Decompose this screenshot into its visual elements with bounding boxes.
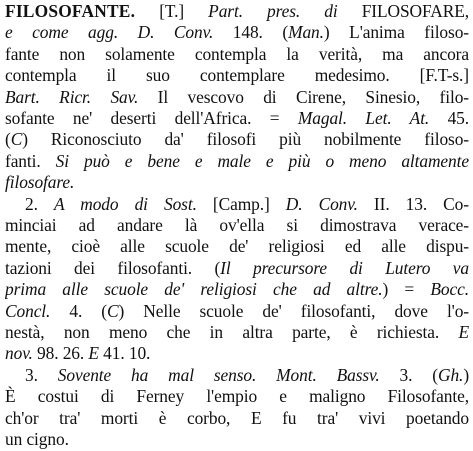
body-text: 2. [25, 193, 54, 214]
body-text: minciai ad andare là ov'ella si dimostrava verace- [5, 215, 469, 235]
italic-text: C [107, 300, 119, 321]
italic-text: E [458, 322, 469, 342]
body-text: fanti. [5, 150, 56, 171]
italic-text: Il precursore di Lutero va [220, 257, 469, 278]
entry-line [5, 86, 469, 109]
body-text: fante non solamente contempla la verità, ma ancora [5, 43, 469, 64]
entry-line [5, 107, 469, 130]
entry-line [5, 385, 469, 408]
body-text: [T.] [135, 1, 209, 21]
entry-line [5, 21, 469, 44]
body-text: Il vescovo di Cirene, Sinesio, filo- [138, 86, 469, 107]
italic-text: Part. pres. [208, 1, 301, 21]
italic-text: prima alle scuole de' religiosi che ad altre. [5, 279, 383, 300]
italic-text: e come agg. D. Conv. [5, 22, 214, 43]
body-text: un cigno. [5, 429, 69, 449]
body-text: 45. [429, 108, 469, 128]
body-text: II. 13. Co- [357, 193, 469, 214]
entry-line [5, 257, 469, 280]
body-text: ) = [382, 279, 431, 300]
body-text: ) L'anima filoso- [323, 22, 469, 43]
body-text: È costui di Ferney l'empio e maligno Filosofante, [5, 386, 469, 407]
italic-text: Gh. [438, 364, 464, 385]
italic-text: filosofare. [5, 172, 75, 193]
body-text: mente, cioè alle scuole de' religiosi ed alle dispu- [5, 236, 469, 257]
body-text: 4. ( [50, 300, 107, 321]
italic-text: D. Conv. [285, 193, 358, 214]
body-text: ) Nelle scuole de' filosofanti, dove l'o- [118, 300, 469, 321]
italic-text: Bocc. [430, 279, 469, 300]
entry-line [5, 214, 469, 237]
entry-line [5, 342, 469, 365]
entry-line [5, 428, 469, 451]
entry-line [5, 407, 469, 430]
body-text: 41. 10. [98, 343, 151, 364]
body-text: tazioni dei filosofanti. ( [5, 257, 221, 278]
entry-line [5, 64, 469, 87]
entry-line [5, 193, 469, 216]
body-text: 148. ( [213, 22, 289, 43]
body-text: contempla il suo contemplare medesimo. [F.T-s.] [5, 65, 469, 86]
body-text: sofante ne' deserti dell'Africa. = [5, 108, 298, 128]
body-text: ch'or tra' morti è corbo, E fu tra' vivi poetando [5, 407, 469, 428]
entry-line [5, 300, 469, 323]
entry-line [5, 321, 469, 344]
body-text: ( [5, 129, 11, 150]
body-text [300, 1, 324, 21]
entry-line [5, 171, 469, 194]
italic-text: di [324, 1, 338, 21]
body-text: 3. ( [379, 364, 438, 385]
entry-line [5, 278, 469, 301]
italic-text: Si può e bene e male e più o meno altamente [55, 150, 469, 171]
body-text: 98. 26. [32, 343, 89, 364]
body-text: FILOSOFARE, [337, 1, 469, 21]
italic-text: E [88, 343, 99, 364]
body-text: ) [463, 364, 469, 385]
italic-text: Bart. Ricr. Sav. [5, 86, 139, 107]
entry-line [5, 364, 469, 387]
entry-line [5, 43, 469, 66]
italic-text: A modo di Sost. [53, 193, 197, 214]
entry-line [5, 0, 469, 23]
italic-text: Concl. [5, 300, 51, 321]
italic-text: Man. [288, 22, 324, 43]
entry-line [5, 128, 469, 151]
italic-text: Sovente ha mal senso. Mont. Bassv. [57, 364, 380, 385]
entry-line [5, 235, 469, 258]
italic-text: Magal. Let. At. [297, 108, 430, 128]
italic-text: C [10, 129, 23, 150]
body-text: [Camp.] [196, 193, 286, 214]
body-text: nestà, non meno che in altra parte, è richiesta. [5, 322, 459, 342]
body-text: ) Riconosciuto da' filosofi più nobilmente filoso- [22, 129, 469, 150]
entry-line [5, 150, 469, 173]
headword: FILOSOFANTE. [5, 1, 136, 21]
italic-text: nov. [5, 343, 33, 364]
body-text: 3. [25, 364, 58, 385]
